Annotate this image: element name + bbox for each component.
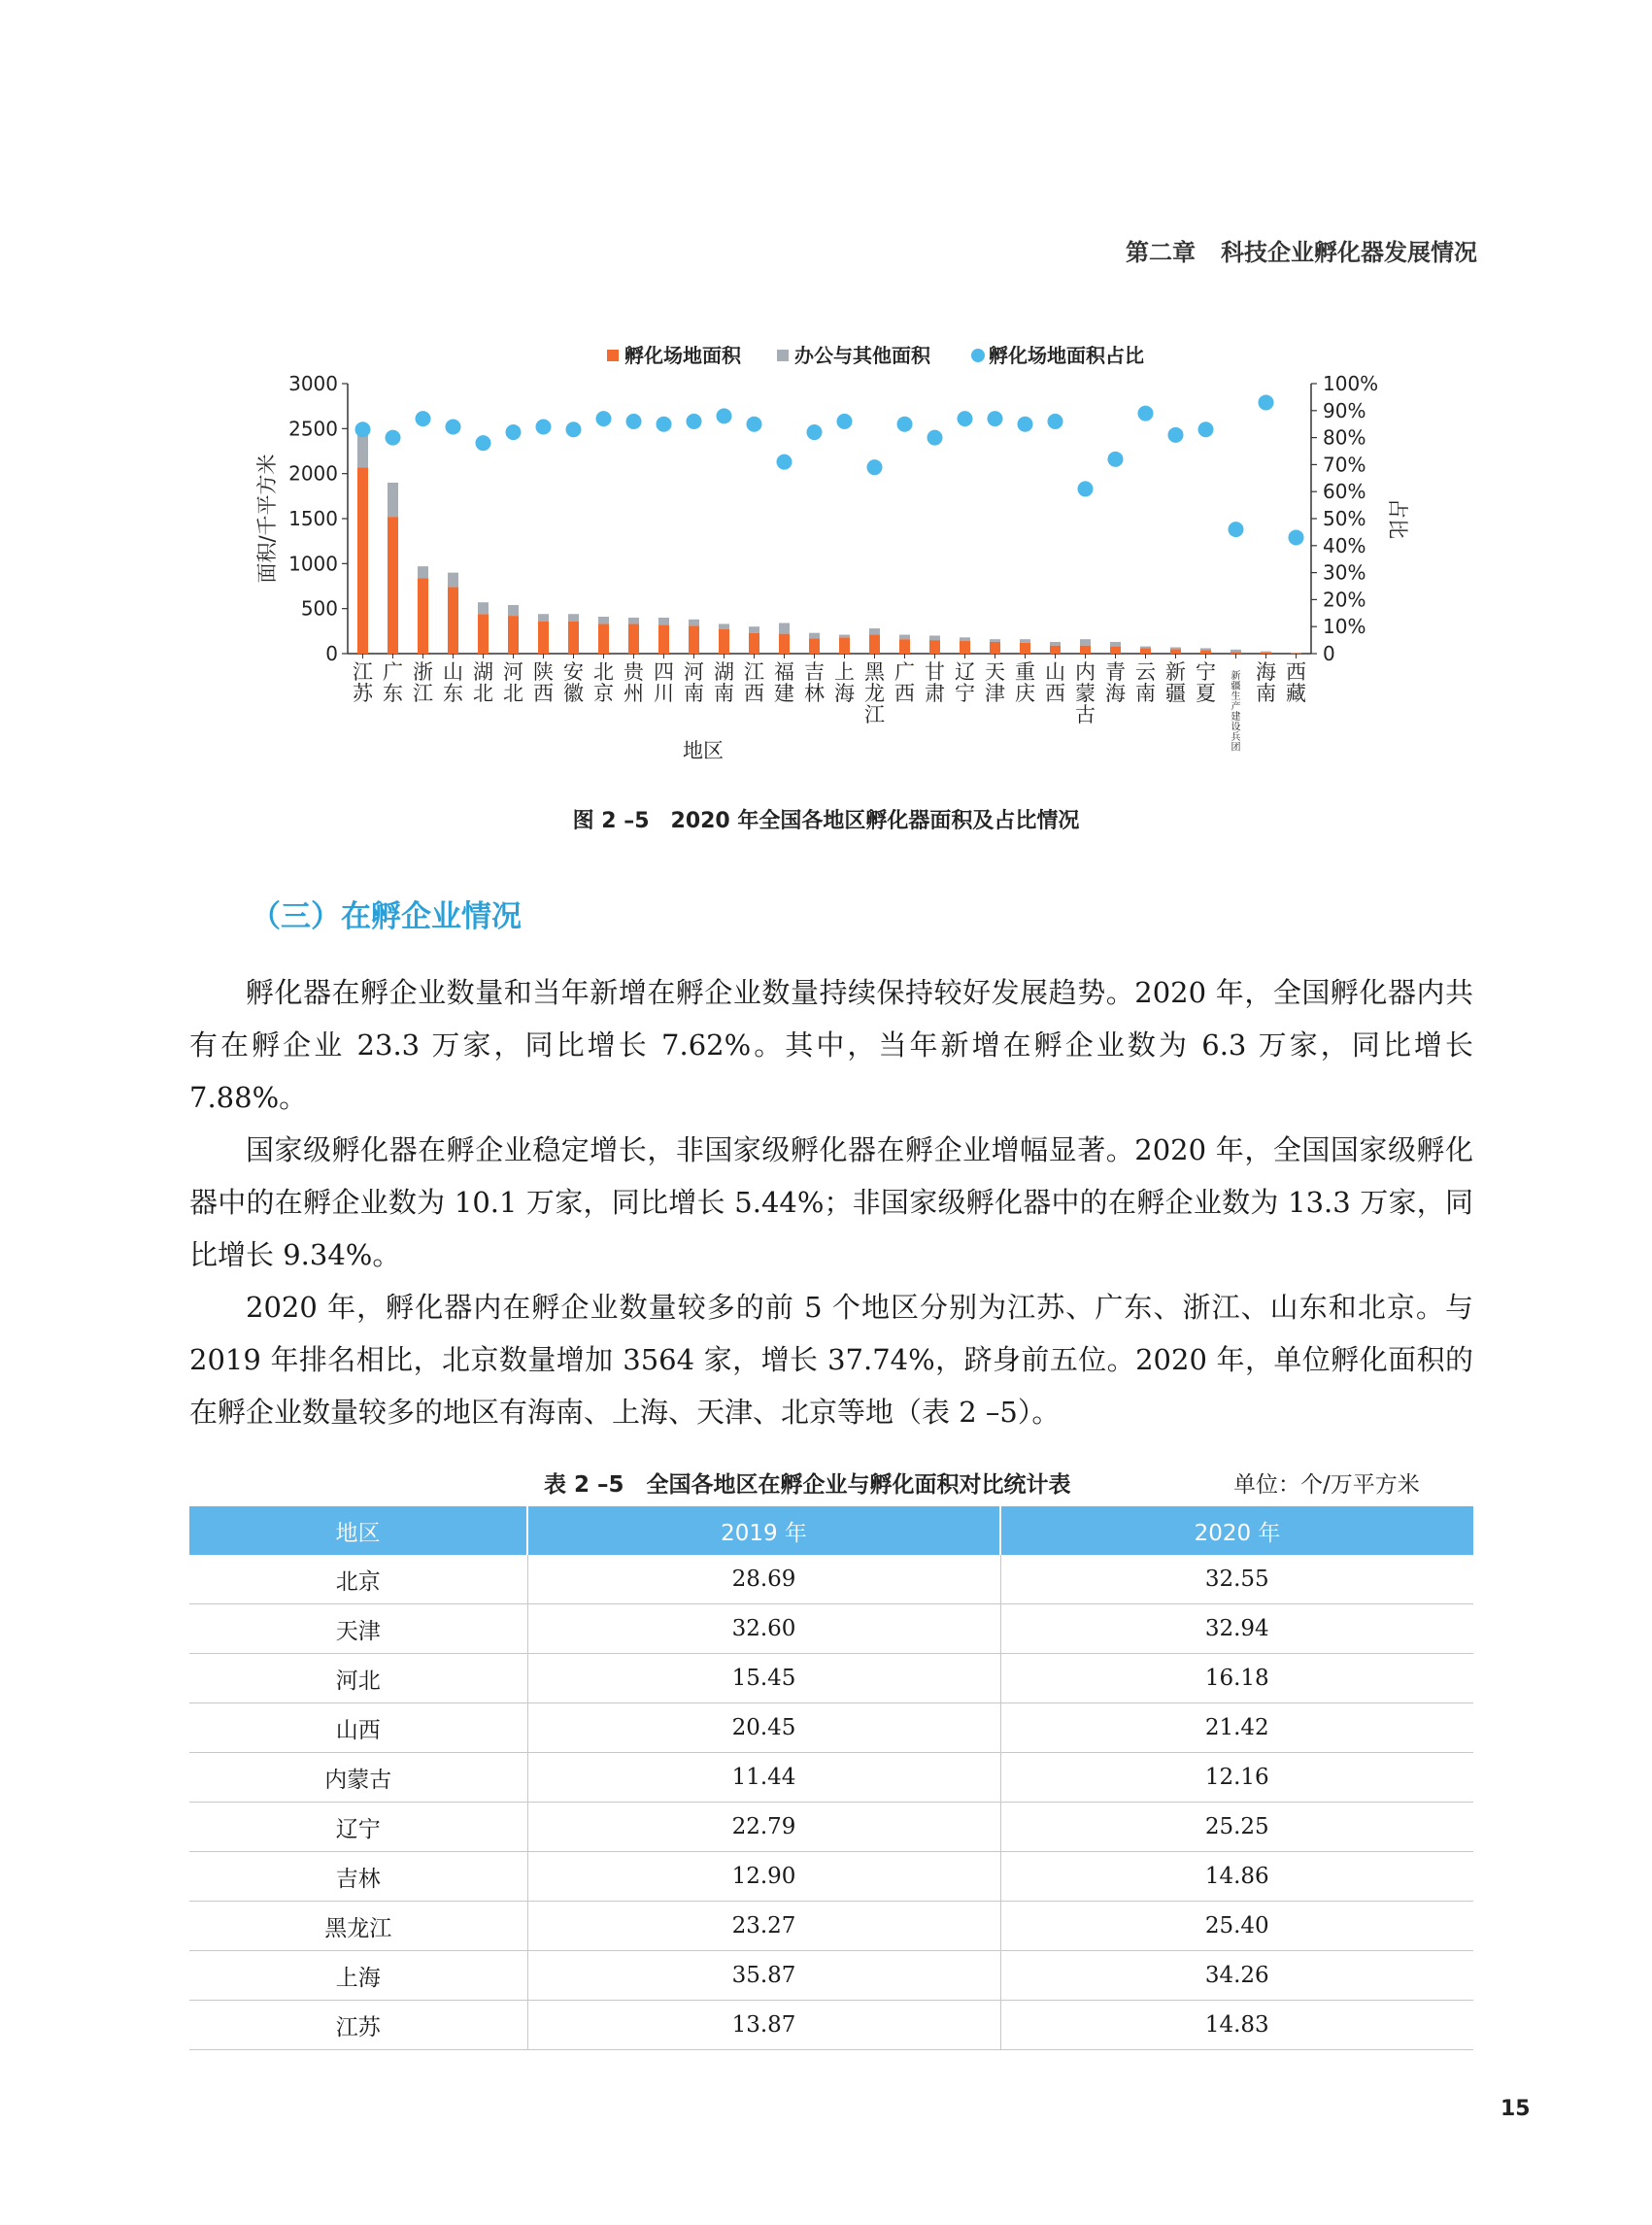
x-tick-label: 河南 [684, 660, 704, 705]
column-header: 地区 [189, 1506, 527, 1555]
legend-swatch [607, 350, 619, 361]
bar-segment-other-area [779, 623, 790, 633]
ratio-point [1168, 427, 1184, 443]
right-tick-label: 40% [1323, 533, 1366, 557]
legend-label: 办公与其他面积 [794, 344, 930, 367]
bar-segment-other-area [628, 618, 639, 624]
value-cell: 35.87 [527, 1951, 1000, 2001]
bar-segment-hatch-area [809, 638, 820, 654]
ratio-point [536, 419, 552, 434]
left-tick-label: 3000 [288, 372, 338, 395]
ratio-point [1289, 529, 1304, 545]
table-row [189, 2001, 1473, 2050]
bar-segment-hatch-area [658, 624, 669, 654]
bar-segment-other-area [1050, 642, 1061, 646]
value-cell: 34.26 [1000, 1951, 1473, 2001]
bar-segment-hatch-area [538, 622, 549, 654]
bar-segment-other-area [1140, 647, 1151, 649]
region-cell: 山西 [189, 1703, 527, 1753]
legend-swatch [971, 349, 985, 362]
bar-segment-other-area [689, 620, 699, 625]
bar-segment-hatch-area [628, 624, 639, 654]
column-header: 2019 年 [527, 1506, 1000, 1555]
area-chart [0, 330, 1652, 796]
value-cell: 25.40 [1000, 1902, 1473, 1951]
section-title: （三）在孵企业情况 [251, 899, 522, 934]
region-cell: 北京 [189, 1555, 527, 1604]
value-cell: 21.42 [1000, 1703, 1473, 1753]
bar-segment-hatch-area [1170, 649, 1181, 654]
region-cell: 内蒙古 [189, 1753, 527, 1803]
value-cell: 12.90 [527, 1852, 1000, 1902]
bar-segment-other-area [508, 605, 519, 616]
ratio-point [657, 417, 672, 432]
left-tick-label: 0 [325, 642, 338, 665]
x-tick-label: 宁夏 [1196, 660, 1216, 705]
value-cell: 32.55 [1000, 1555, 1473, 1604]
region-cell: 上海 [189, 1951, 527, 2001]
bar-segment-other-area [929, 635, 940, 640]
bar-segment-other-area [719, 624, 729, 629]
right-axis-title: 占比 [1386, 498, 1409, 539]
value-cell: 11.44 [527, 1753, 1000, 1803]
chapter-label: 第二章 [1126, 239, 1196, 266]
ratio-point [1078, 481, 1094, 496]
right-tick-label: 70% [1323, 453, 1366, 477]
x-tick-label: 西藏 [1286, 660, 1306, 705]
ratio-point [566, 421, 582, 437]
bar-segment-hatch-area [1140, 648, 1151, 654]
table-row [189, 1803, 1473, 1852]
x-tick-label: 浙江 [413, 660, 433, 705]
bar-segment-other-area [658, 618, 669, 624]
left-tick-label: 1000 [288, 552, 338, 576]
ratio-point [1138, 406, 1154, 421]
bar-segment-other-area [478, 602, 489, 614]
legend-swatch [777, 350, 789, 361]
x-tick-label: 陕西 [533, 660, 554, 705]
bar-segment-hatch-area [899, 639, 910, 654]
ratio-point [1108, 452, 1124, 467]
ratio-point [897, 417, 913, 432]
legend-label: 孵化场地面积 [624, 344, 741, 367]
table-header-row [189, 1506, 1473, 1555]
x-tick-label: 江西 [744, 660, 764, 705]
x-tick-label: 上海 [834, 660, 855, 705]
ratio-point [687, 414, 702, 429]
x-tick-label: 安徽 [563, 660, 584, 705]
x-tick-label: 甘肃 [925, 660, 945, 705]
comparison-table [189, 1506, 1473, 2050]
bar-segment-other-area [538, 614, 549, 621]
right-tick-label: 20% [1323, 588, 1366, 612]
column-header: 2020 年 [1000, 1506, 1473, 1555]
x-tick-label: 湖北 [473, 660, 493, 705]
region-cell: 河北 [189, 1654, 527, 1703]
ratio-point [747, 417, 762, 432]
x-tick-label: 广西 [894, 660, 915, 705]
ratio-point [416, 411, 431, 426]
right-tick-label: 60% [1323, 480, 1366, 504]
bar-segment-hatch-area [448, 587, 458, 654]
ratio-point [1198, 421, 1214, 437]
bar-segment-hatch-area [598, 624, 609, 654]
ratio-point [596, 411, 612, 426]
bar-segment-other-area [1261, 652, 1271, 653]
bar-segment-hatch-area [1261, 653, 1271, 654]
value-cell: 32.94 [1000, 1604, 1473, 1654]
x-tick-label: 福建 [774, 660, 794, 705]
x-tick-label: 重庆 [1015, 660, 1035, 705]
x-tick-label: 北京 [593, 660, 614, 705]
paragraph: 国家级孵化器在孵企业稳定增长，非国家级孵化器在孵企业增幅显著。2020 年，全国国家级孵化器中的在孵企业数为 10.1 万家，同比增长 5.44%；非国家级孵化器中的在孵企业数为 13.3 万家，同比增长 9.34%。 [189, 1133, 1473, 1271]
value-cell: 12.16 [1000, 1753, 1473, 1803]
value-cell: 23.27 [527, 1902, 1000, 1951]
bar-segment-hatch-area [689, 625, 699, 654]
bar-segment-hatch-area [388, 517, 398, 654]
left-tick-label: 500 [300, 596, 338, 621]
table-row [189, 1852, 1473, 1902]
ratio-point [837, 414, 853, 429]
x-tick-label: 江苏 [353, 660, 373, 705]
x-tick-label: 内蒙古 [1075, 660, 1096, 726]
left-tick-label: 1500 [288, 507, 338, 530]
value-cell: 25.25 [1000, 1803, 1473, 1852]
value-cell: 13.87 [527, 2001, 1000, 2050]
bar-segment-other-area [1020, 639, 1030, 643]
bar-segment-hatch-area [508, 616, 519, 654]
ratio-point [386, 430, 401, 446]
bar-segment-other-area [1080, 639, 1091, 645]
x-tick-label: 山西 [1045, 660, 1065, 705]
value-cell: 20.45 [527, 1703, 1000, 1753]
bar-segment-other-area [839, 635, 850, 638]
bar-segment-other-area [899, 635, 910, 640]
right-tick-label: 90% [1323, 398, 1366, 422]
x-tick-label: 青海 [1105, 660, 1126, 705]
x-tick-label: 黑龙江 [864, 660, 885, 726]
ratio-point [1048, 414, 1063, 429]
bar-segment-other-area [809, 633, 820, 639]
bar-segment-hatch-area [869, 635, 880, 654]
x-tick-label: 海南 [1256, 660, 1276, 705]
value-cell: 32.60 [527, 1604, 1000, 1654]
bar-segment-hatch-area [929, 640, 940, 654]
bar-segment-hatch-area [357, 467, 368, 654]
region-cell: 天津 [189, 1604, 527, 1654]
value-cell: 14.83 [1000, 2001, 1473, 2050]
right-tick-label: 80% [1323, 425, 1366, 450]
figure-caption: 图 2 –5 2020 年全国各地区孵化器面积及占比情况 [572, 809, 1080, 833]
x-tick-label: 贵州 [624, 660, 644, 705]
bar-segment-hatch-area [1200, 650, 1211, 654]
bar-segment-other-area [418, 566, 428, 578]
bar-segment-other-area [388, 483, 398, 517]
x-tick-label: 河北 [503, 660, 523, 705]
bar-segment-hatch-area [568, 622, 579, 654]
x-tick-label: 新疆 [1165, 660, 1186, 705]
region-cell: 辽宁 [189, 1803, 527, 1852]
table-title: 表 2 –5 全国各地区在孵企业与孵化面积对比统计表 [544, 1472, 1071, 1498]
x-axis-title: 地区 [683, 739, 724, 762]
right-tick-label: 50% [1323, 507, 1366, 530]
ratio-point [867, 459, 883, 475]
bar-segment-hatch-area [990, 642, 1000, 654]
bar-segment-hatch-area [1020, 643, 1030, 654]
table-row [189, 1753, 1473, 1803]
ratio-point [717, 408, 732, 423]
ratio-point [626, 414, 642, 429]
bar-segment-other-area [1231, 650, 1241, 652]
x-tick-label: 天津 [985, 660, 1005, 705]
ratio-point [1229, 522, 1244, 537]
left-tick-label: 2000 [288, 461, 338, 486]
ratio-point [958, 411, 973, 426]
bar-segment-hatch-area [1050, 646, 1061, 654]
ratio-point [777, 455, 792, 470]
x-tick-label: 山东 [443, 660, 463, 705]
bar-segment-other-area [1200, 648, 1211, 650]
table-unit: 单位：个/万平方米 [1233, 1472, 1420, 1498]
right-tick-label: 30% [1323, 560, 1366, 585]
value-cell: 28.69 [527, 1555, 1000, 1604]
table-row [189, 1604, 1473, 1654]
table-row [189, 1654, 1473, 1703]
x-tick-label: 辽宁 [955, 660, 975, 705]
table-row [189, 1951, 1473, 2001]
bar-segment-other-area [869, 628, 880, 634]
bar-segment-hatch-area [749, 633, 759, 654]
table-row [189, 1703, 1473, 1753]
bar-segment-hatch-area [1110, 647, 1121, 654]
ratio-point [476, 435, 491, 451]
table-row [189, 1902, 1473, 1951]
paragraph: 2020 年，孵化器内在孵企业数量较多的前 5 个地区分别为江苏、广东、浙江、山东和北京。与 2019 年排名相比，北京数量增加 3564 家，增长 37.74%，跻身前五位。2020 年，单位孵化面积的在孵企业数量较多的地区有海南、上海、天津、北京等地（表 2 –5）。 [189, 1291, 1473, 1429]
ratio-point [988, 411, 1003, 426]
chapter-title: 科技企业孵化器发展情况 [1221, 239, 1477, 266]
x-tick-label: 四川 [654, 660, 674, 705]
running-header [1126, 233, 1477, 267]
ratio-point [506, 424, 522, 440]
body-text [189, 966, 1473, 1438]
chart-svg [0, 330, 1652, 796]
bar-segment-other-area [749, 626, 759, 632]
x-tick-label: 吉林 [804, 660, 825, 705]
bar-segment-other-area [598, 617, 609, 624]
right-tick-label: 0 [1323, 642, 1335, 665]
x-tick-label: 广东 [383, 660, 403, 705]
x-tick-label: 新疆生产建设兵团 [1231, 671, 1241, 754]
bar-segment-hatch-area [478, 614, 489, 654]
region-cell: 江苏 [189, 2001, 527, 2050]
bar-segment-hatch-area [1231, 652, 1241, 654]
region-cell: 吉林 [189, 1852, 527, 1902]
bar-segment-hatch-area [839, 637, 850, 654]
bar-segment-other-area [960, 637, 970, 641]
ratio-point [807, 424, 823, 440]
bar-segment-other-area [1110, 642, 1121, 647]
ratio-point [446, 419, 461, 434]
ratio-point [1018, 417, 1033, 432]
value-cell: 15.45 [527, 1654, 1000, 1703]
x-tick-label: 湖南 [714, 660, 734, 705]
bar-segment-hatch-area [779, 634, 790, 654]
paragraph: 孵化器在孵企业数量和当年新增在孵企业数量持续保持较好发展趋势。2020 年，全国孵化器内共有在孵企业 23.3 万家，同比增长 7.62%。其中，当年新增在孵企业数为 6.3 万家，同比增长 7.88%。 [189, 976, 1473, 1114]
bar-segment-other-area [990, 639, 1000, 642]
bar-segment-hatch-area [418, 578, 428, 654]
x-tick-label: 云南 [1135, 660, 1156, 705]
value-cell: 22.79 [527, 1803, 1000, 1852]
ratio-point [927, 430, 943, 446]
left-tick-label: 2500 [288, 417, 338, 441]
left-axis-title: 面积/千平方米 [255, 454, 279, 584]
bar-segment-hatch-area [1080, 646, 1091, 654]
bar-segment-other-area [1170, 648, 1181, 650]
right-tick-label: 10% [1323, 615, 1366, 639]
value-cell: 14.86 [1000, 1852, 1473, 1902]
right-tick-label: 100% [1323, 372, 1379, 395]
legend-label: 孵化场地面积占比 [989, 344, 1144, 367]
ratio-point [1259, 394, 1274, 410]
bar-segment-hatch-area [719, 629, 729, 654]
table-row [189, 1555, 1473, 1604]
page-number: 15 [1500, 2097, 1531, 2121]
region-cell: 黑龙江 [189, 1902, 527, 1951]
bar-segment-other-area [448, 573, 458, 588]
value-cell: 16.18 [1000, 1654, 1473, 1703]
bar-segment-other-area [568, 614, 579, 621]
bar-segment-hatch-area [960, 641, 970, 654]
ratio-point [355, 421, 371, 437]
